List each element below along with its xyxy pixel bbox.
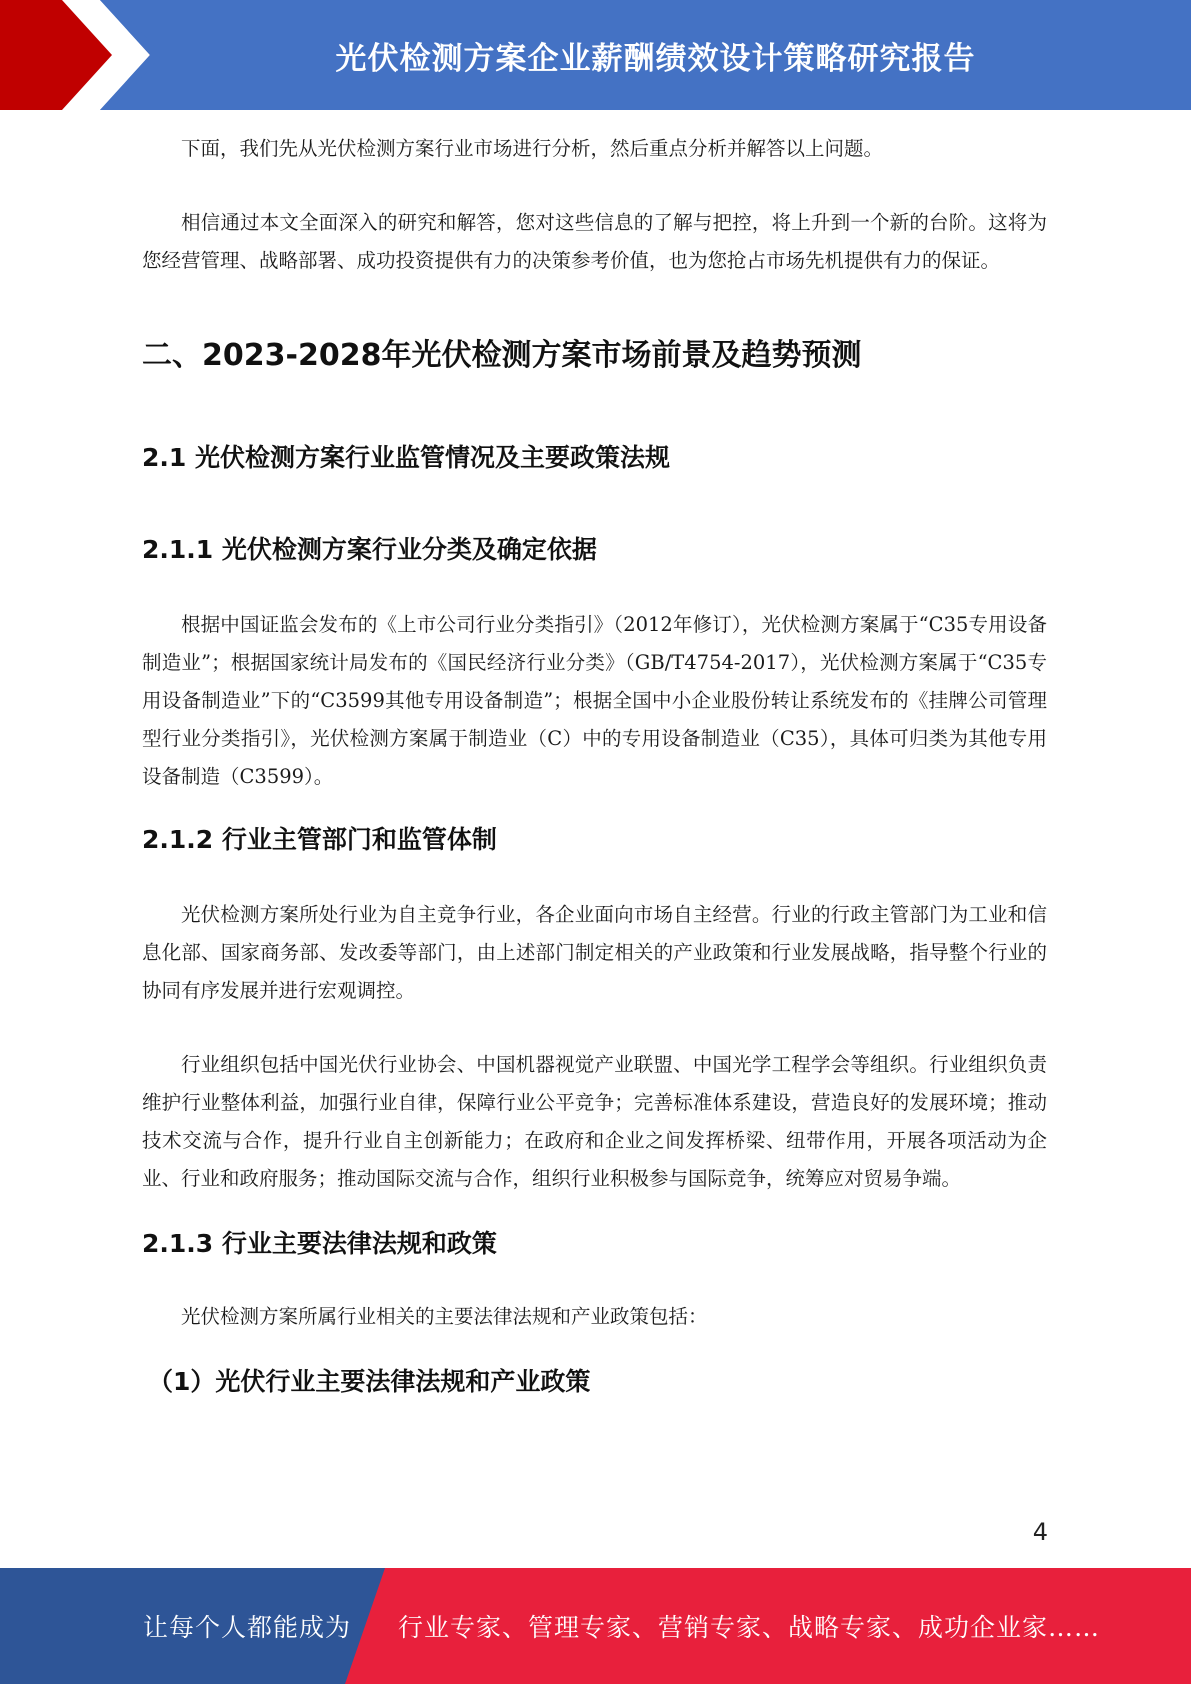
paragraph-regulators: 光伏检测方案所处行业为自主竞争行业，各企业面向市场自主经营。行业的行政主管部门为工业和信息化部、国家商务部、发改委等部门，由上述部门制定相关的产业政策和行业发展战略，指导整个行业的协同有序发展并进行宏观调控。	[142, 903, 1047, 1002]
heading-2-1-1: 2.1.1 光伏检测方案行业分类及确定依据	[142, 535, 597, 564]
footer-slogan-left: 让每个人都能成为	[143, 1613, 352, 1642]
paragraph-intro: 下面，我们先从光伏检测方案行业市场进行分析，然后重点分析并解答以上问题。	[181, 137, 884, 160]
paragraph-classification: 根据中国证监会发布的《上市公司行业分类指引》（2012年修订），光伏检测方案属于“C35专用设备制造业”；根据国家统计局发布的《国民经济行业分类》（GB/T4754-2017），光伏检测方案属于“C35专用设备制造业”下的“C3599其他专用设备制造”；根据全国中小企业股份转让系统发布的《挂牌公司管理型行业分类指引》，光伏检测方案属于制造业（C）中的专用设备制造业（C35），具体可归类为其他专用设备制造（C3599）。	[142, 613, 1047, 788]
page-header	[0, 0, 1191, 110]
document-body	[142, 130, 1047, 1398]
paragraph-laws-intro: 光伏检测方案所属行业相关的主要法律法规和产业政策包括：	[181, 1305, 708, 1328]
header-arrow-decoration	[0, 0, 160, 110]
page-number: 4	[1032, 1518, 1048, 1546]
page-footer	[0, 1568, 1191, 1684]
header-title: 光伏检测方案企业薪酬绩效设计策略研究报告	[335, 40, 976, 77]
heading-2-1: 2.1 光伏检测方案行业监管情况及主要政策法规	[142, 443, 670, 472]
paragraph-belief: 相信通过本文全面深入的研究和解答，您对这些信息的了解与把控，将上升到一个新的台阶。这将为您经营管理、战略部署、成功投资提供有力的决策参考价值，也为您抢占市场先机提供有力的保证。	[142, 211, 1047, 272]
heading-2-1-2: 2.1.2 行业主管部门和监管体制	[142, 825, 497, 854]
footer-slogan-right: 行业专家、管理专家、营销专家、战略专家、成功企业家……	[398, 1613, 1101, 1642]
heading-2-1-3: 2.1.3 行业主要法律法规和政策	[142, 1229, 497, 1258]
section-title: 二、2023-2028年光伏检测方案市场前景及趋势预测	[142, 338, 862, 373]
paragraph-organizations: 行业组织包括中国光伏行业协会、中国机器视觉产业联盟、中国光学工程学会等组织。行业组织负责维护行业整体利益，加强行业自律，保障行业公平竞争；完善标准体系建设，营造良好的发展环境；推动技术交流与合作，提升行业自主创新能力；在政府和企业之间发挥桥梁、纽带作用，开展各项活动为企业、行业和政府服务；推动国际交流与合作，组织行业积极参与国际竞争，统筹应对贸易争端。	[142, 1053, 1047, 1190]
heading-sub-1: （1）光伏行业主要法律法规和产业政策	[148, 1367, 591, 1396]
